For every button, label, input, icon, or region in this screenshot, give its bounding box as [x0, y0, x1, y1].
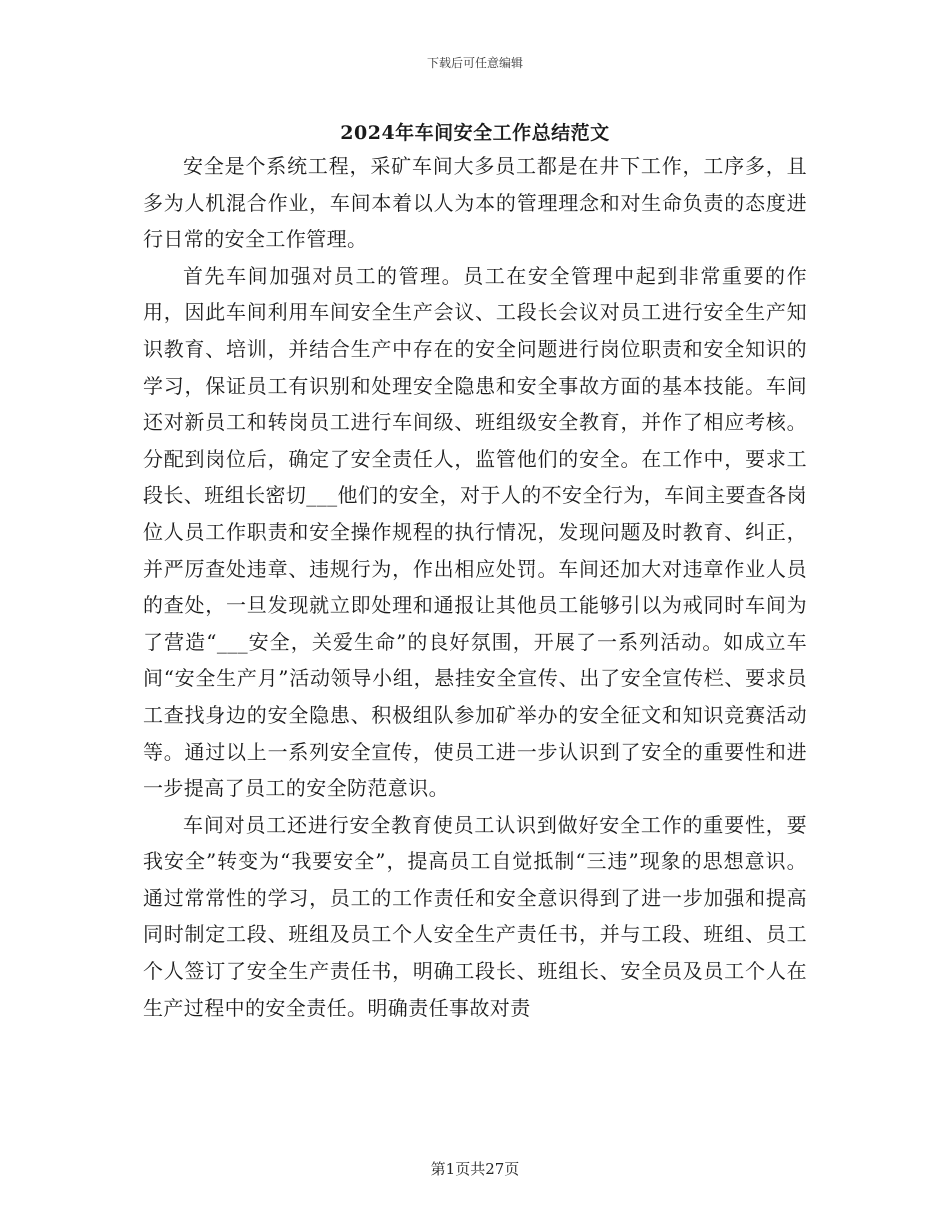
paragraph: 车间对员工还进行安全教育使员工认识到做好安全工作的重要性，要我安全”转变为“我要安全”，提高员工自觉抵制“三违”现象的思想意识。通过常常性的学习，员工的工作责任和安全意识得到了进一步加强和提高同时制定工段、班组及员工个人安全生产责任书，并与工段、班组、员工个人签订了安全生产责任书，明确工段长、班组长、安全员及员工个人在生产过程中的安全责任。明确责任事故对责: [143, 812, 807, 1020]
paragraph: 首先车间加强对员工的管理。员工在安全管理中起到非常重要的作用，因此车间利用车间安全生产会议、工段长会议对员工进行安全生产知识教育、培训，并结合生产中存在的安全问题进行岗位职责和安全知识的学习，保证员工有识别和处理安全隐患和安全事故方面的基本技能。车间还对新员工和转岗员工进行车间级、班组级安全教育，并作了相应考核。分配到岗位后，确定了安全责任人，监管他们的安全。在工作中，要求工段长、班组长密切___他们的安全，对于人的不安全行为，车间主要查各岗位人员工作职责和安全操作规程的执行情况，发现问题及时教育、纠正，并严厉查处违章、违规行为，作出相应处罚。车间还加大对违章作业人员的查处，一旦发现就立即处理和通报让其他员工能够引以为戒同时车间为了营造“___安全，关爱生命”的良好氛围，开展了一系列活动。如成立车间“安全生产月”活动领导小组，悬挂安全宣传、出了安全宣传栏、要求员工查找身边的安全隐患、积极组队参加矿举办的安全征文和知识竞赛活动等。通过以上一系列安全宣传，使员工进一步认识到了安全的重要性和进一步提高了员工的安全防范意识。: [143, 263, 807, 801]
page-header-note: 下载后可任意编辑: [426, 56, 523, 70]
paragraph: 安全是个系统工程，采矿车间大多员工都是在井下工作，工序多，且多为人机混合作业，车间本着以人为本的管理理念和对生命负责的态度进行日常的安全工作管理。: [143, 154, 807, 252]
page-number: 第1页共27页: [430, 1160, 520, 1178]
document-title: 2024年车间安全工作总结范文: [340, 122, 610, 144]
document-body: [143, 148, 807, 1026]
